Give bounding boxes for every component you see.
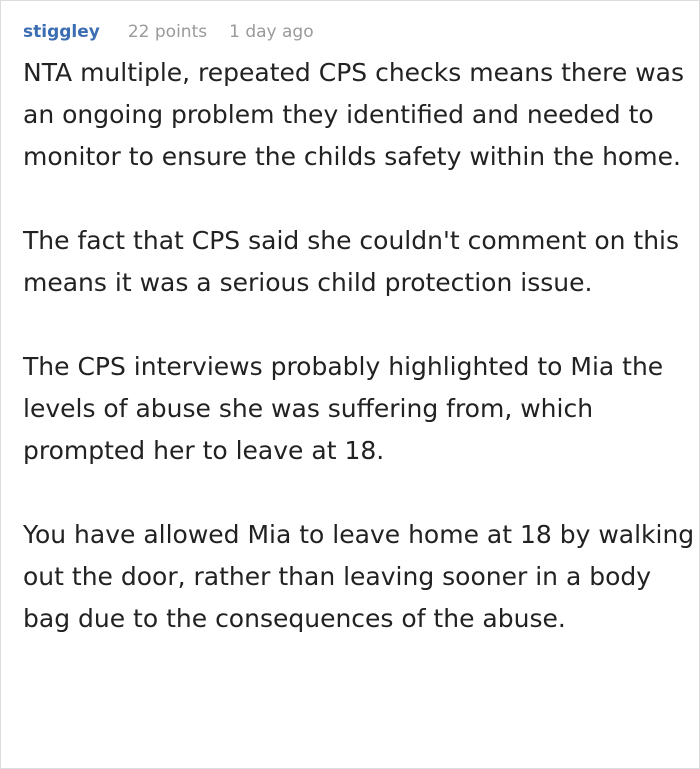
- comment-meta: [23, 1, 699, 59]
- comment-paragraph: The CPS interviews probably highlighted to Mia the levels of abuse she was suffering from, which prompted her to leave at 18.: [23, 352, 664, 465]
- comment-paragraph: NTA multiple, repeated CPS checks means there was an ongoing problem they identified and needed to monitor to ensure the childs safety within the home.: [23, 58, 684, 171]
- comment-paragraph: You have allowed Mia to leave home at 18 by walking out the door, rather than leaving sooner in a body bag due to the consequences of the abuse.: [23, 520, 695, 633]
- author-link[interactable]: stiggley: [23, 22, 100, 42]
- timestamp: 1 day ago: [229, 22, 314, 42]
- comment-body: [23, 52, 699, 640]
- comment-paragraph: The fact that CPS said she couldn't comment on this means it was a serious child protection issue.: [23, 226, 680, 297]
- points-count: 22 points: [127, 22, 208, 42]
